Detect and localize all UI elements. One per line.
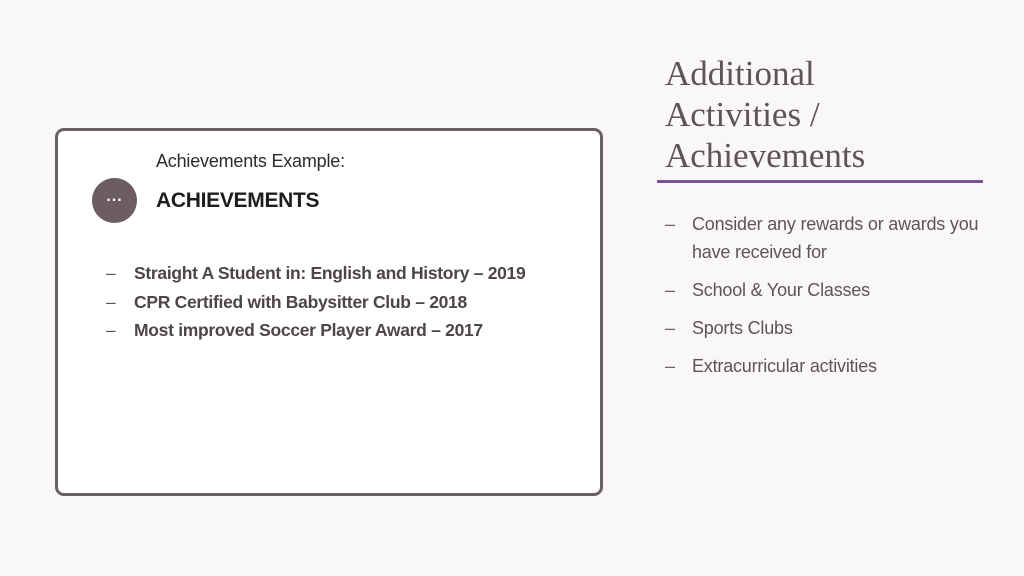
card-caption: Achievements Example: — [156, 151, 345, 171]
dash-bullet-icon: – — [665, 318, 675, 338]
slide-title — [665, 53, 985, 176]
slide-title-line: Achievements — [665, 136, 866, 175]
slide-title-line: Activities / — [665, 95, 820, 134]
title-underline-divider — [657, 180, 983, 183]
dash-bullet-icon: – — [665, 280, 675, 300]
achievements-example-card — [55, 128, 603, 496]
guidance-text: School & Your Classes — [692, 280, 870, 300]
achievements-list — [106, 259, 525, 345]
slide-title-line: Additional — [665, 54, 815, 93]
dash-bullet-icon: – — [106, 320, 116, 340]
dash-bullet-icon: – — [665, 214, 675, 234]
guidance-text: Extracurricular activities — [692, 356, 877, 376]
guidance-item — [665, 210, 985, 266]
guidance-item — [665, 352, 985, 380]
dash-bullet-icon: – — [665, 356, 675, 376]
dash-bullet-icon: – — [106, 263, 116, 283]
guidance-text: Sports Clubs — [692, 318, 793, 338]
card-heading: ACHIEVEMENTS — [156, 189, 320, 212]
more-options-icon[interactable]: ... — [92, 178, 137, 223]
dash-bullet-icon: – — [106, 291, 116, 312]
achievement-item — [106, 316, 525, 345]
guidance-item — [665, 276, 985, 304]
achievement-text: Most improved Soccer Player Award – 2017 — [134, 320, 483, 340]
guidance-list — [665, 210, 985, 390]
achievement-item — [106, 259, 525, 288]
guidance-item — [665, 314, 985, 342]
guidance-text: Consider any rewards or awards you have received for — [692, 214, 979, 262]
achievement-text: Straight A Student in: English and History – 2019 — [134, 263, 526, 283]
achievement-item — [106, 288, 525, 317]
achievement-text: CPR Certified with Babysitter Club – 2018 — [134, 291, 467, 312]
